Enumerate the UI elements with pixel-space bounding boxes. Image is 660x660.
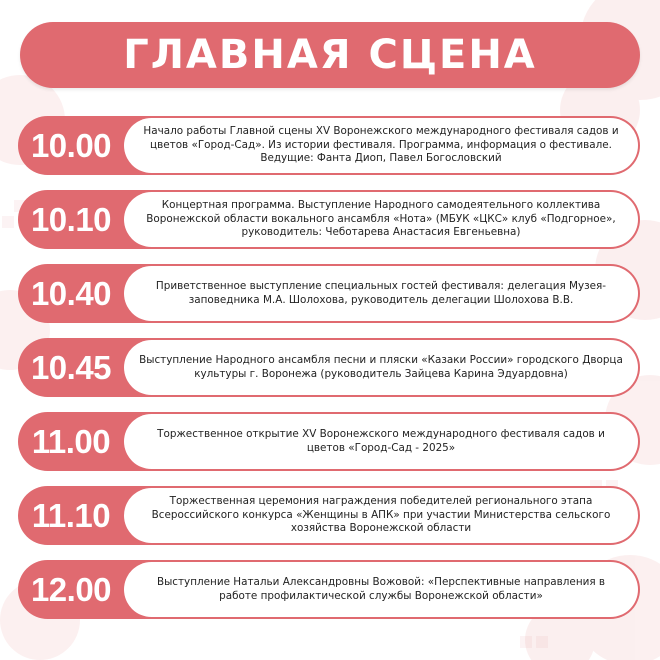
schedule-row — [18, 264, 640, 323]
schedule-row — [18, 560, 640, 619]
schedule-list — [18, 116, 640, 634]
schedule-time: 10.10 — [30, 200, 112, 238]
schedule-row — [18, 116, 640, 175]
schedule-description-box — [124, 340, 638, 395]
page-title: ГЛАВНАЯ СЦЕНА — [123, 32, 537, 78]
schedule-row — [18, 338, 640, 397]
schedule-description: Выступление Натальи Александровны Вожовой: «Перспективные направления в работе профилактической службы Воронежской области» — [156, 575, 606, 602]
schedule-description: Приветственное выступление специальных гостей фестиваля: делегация Музея-заповедника М.А. Шолохова, руководитель делегации Шолохова В.В. — [155, 279, 607, 306]
schedule-description-box — [124, 192, 638, 247]
schedule-time: 11.10 — [31, 496, 111, 534]
schedule-description: Концертная программа. Выступление Народного самодеятельного коллектива Воронежской области вокального ансамбля «Нота» (МБУК «ЦКС» клуб «Подгорное», руководитель: Чеботарева Анастасия Евгеньевна) — [146, 198, 616, 239]
schedule-row — [18, 486, 640, 545]
schedule-description-box — [124, 488, 638, 543]
schedule-description: Торжественное открытие XV Воронежского международного фестиваля садов и цветов «Город-Сад - 2025» — [157, 427, 605, 454]
schedule-row — [18, 412, 640, 471]
schedule-row — [18, 190, 640, 249]
header-banner — [20, 22, 640, 88]
schedule-time: 11.00 — [31, 422, 111, 460]
schedule-description: Торжественная церемония награждения победителей регионального этапа Всероссийского конкурса «Женщины в АПК» при участии Министерства сельского хозяйства Воронежской области — [151, 494, 611, 535]
schedule-description-box — [124, 266, 638, 321]
schedule-description: Начало работы Главной сцены XV Воронежского международного фестиваля садов и цветов «Город-Сад». Из истории фестиваля. Программа, информация о фестивале. Ведущие: Фанта Диоп, Павел Богословский — [143, 124, 619, 165]
schedule-description-box — [124, 118, 638, 173]
schedule-time: 12.00 — [30, 570, 112, 608]
schedule-description-box — [124, 414, 638, 469]
schedule-description: Выступление Народного ансамбля песни и пляски «Казаки России» городского Дворца культуры г. Воронежа (руководитель Зайцева Карина Эдуардовна) — [139, 353, 623, 380]
schedule-time: 10.40 — [30, 274, 112, 312]
schedule-description-box — [124, 562, 638, 617]
schedule-time: 10.00 — [30, 126, 112, 164]
schedule-time: 10.45 — [30, 348, 112, 386]
